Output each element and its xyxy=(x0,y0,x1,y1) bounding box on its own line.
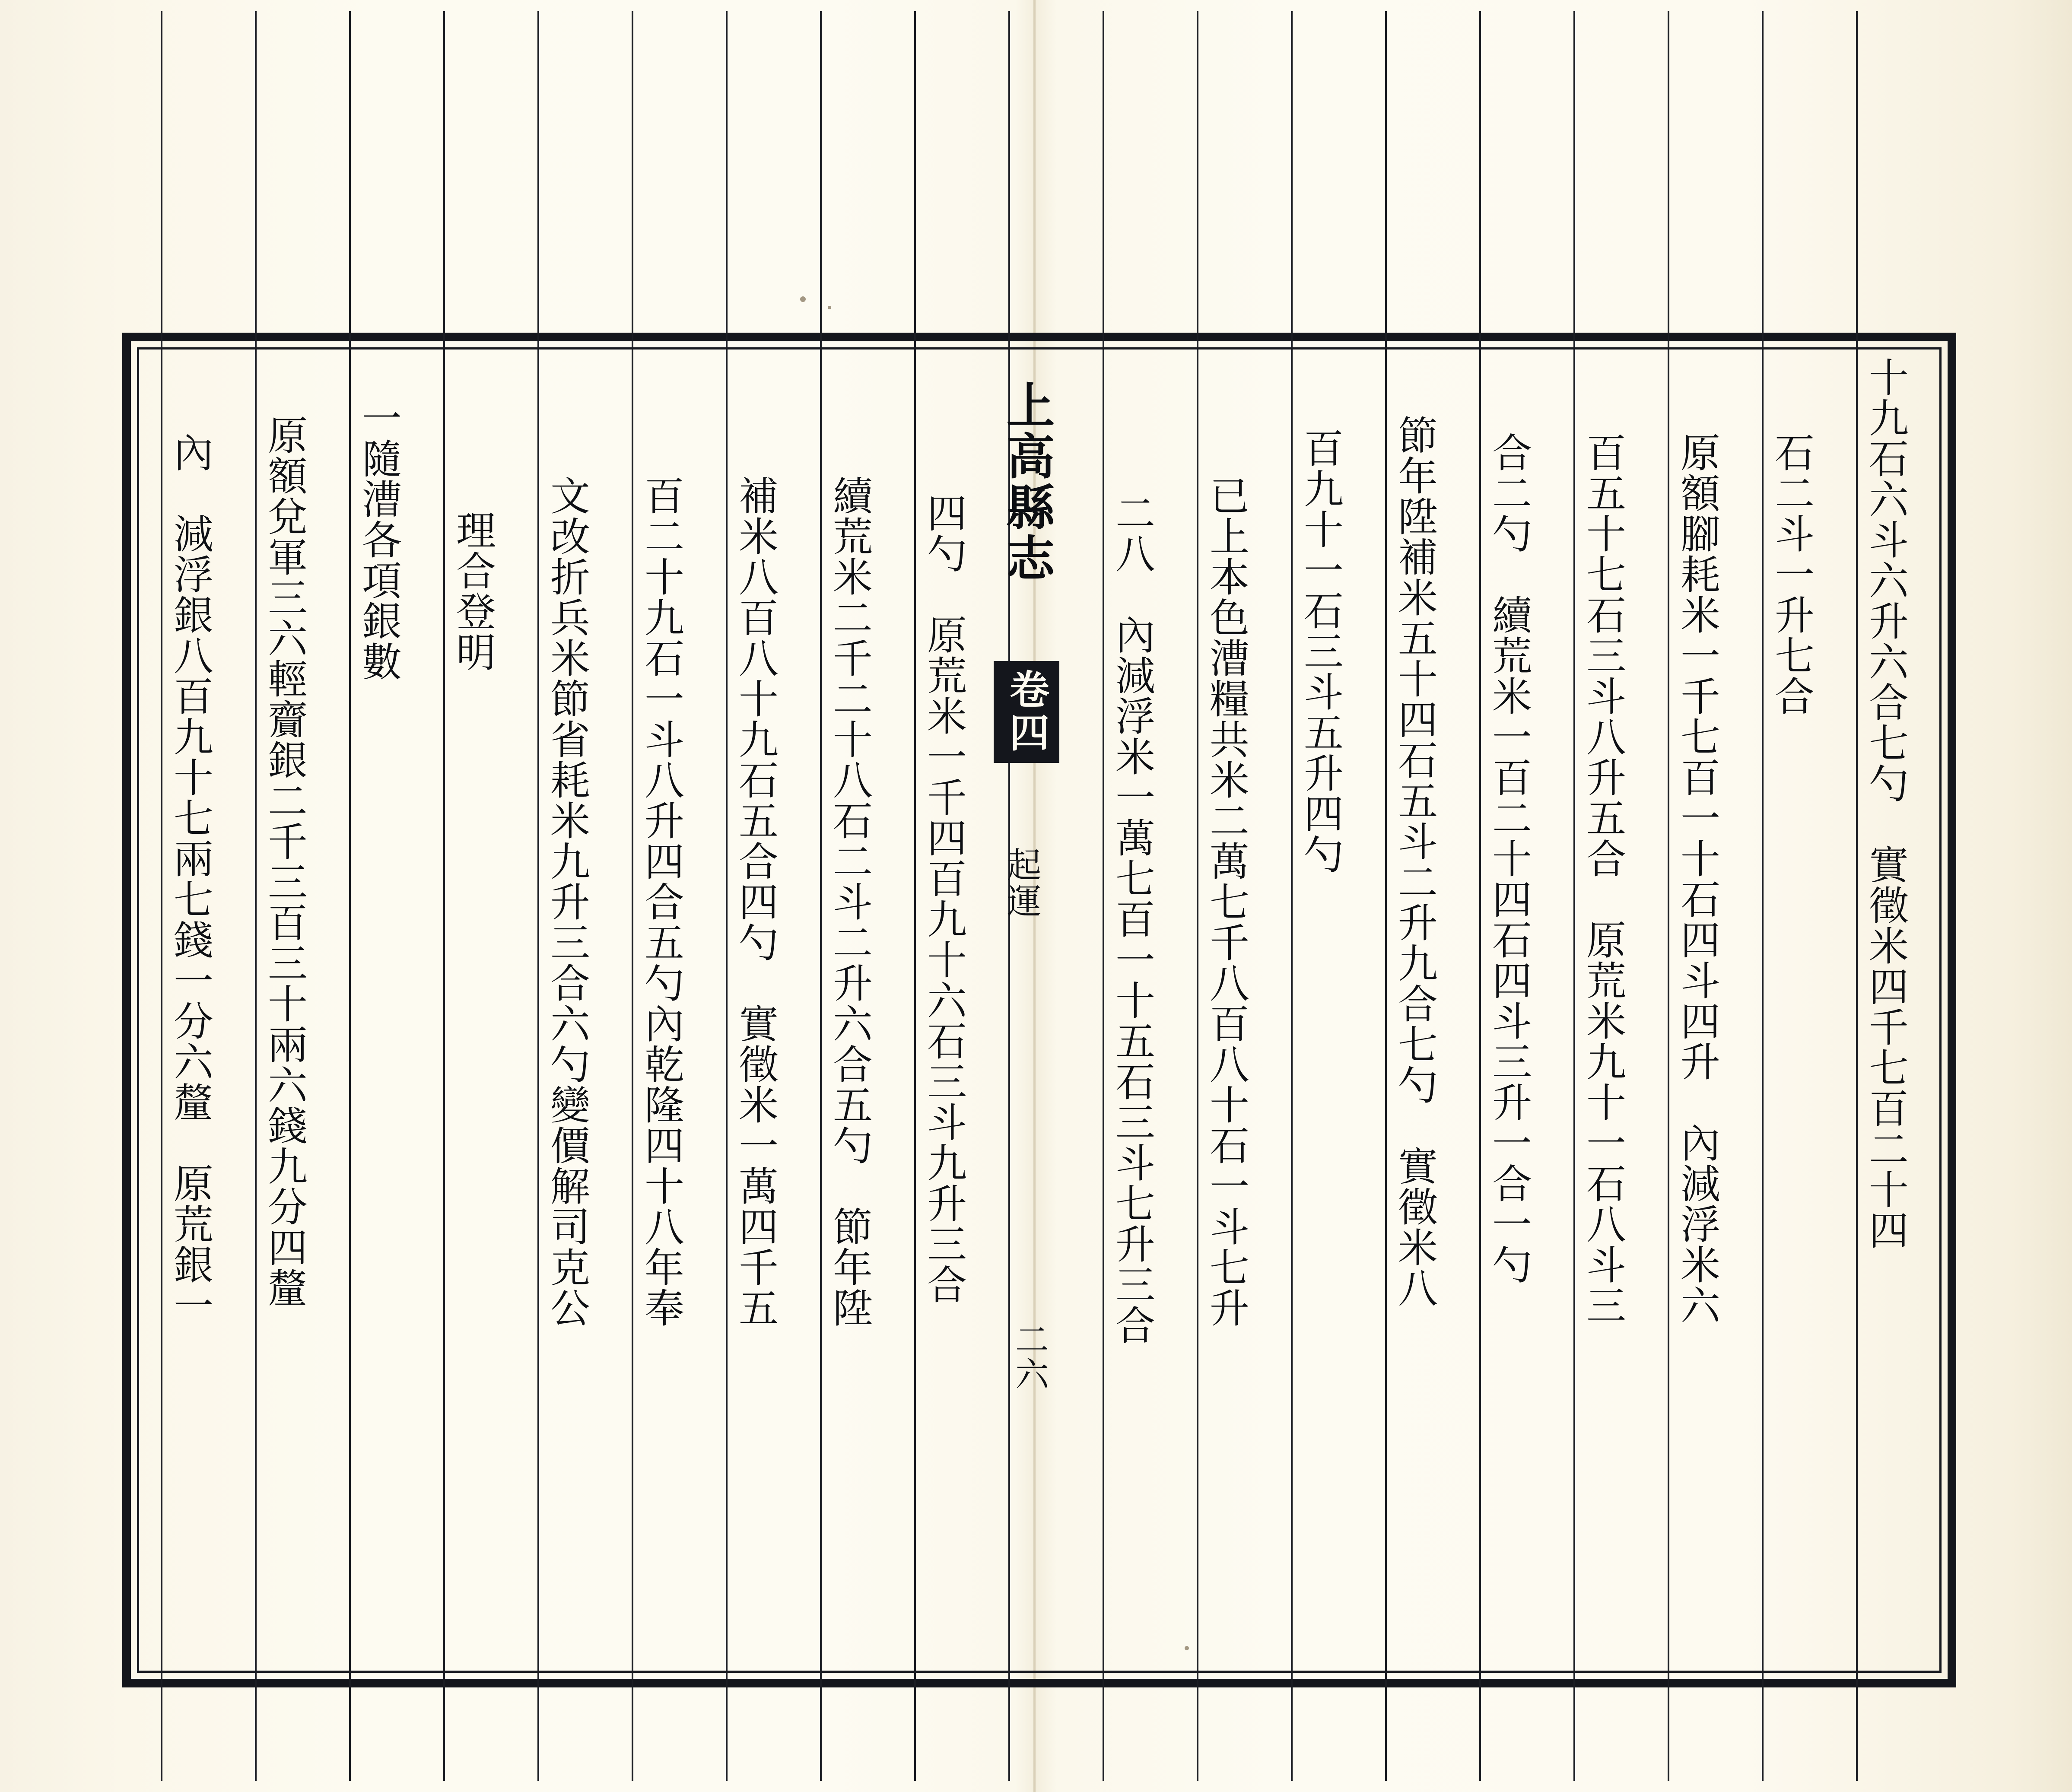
column-rule xyxy=(1479,11,1481,1781)
page-number: 二六 xyxy=(1010,1322,1049,1391)
column-rule xyxy=(1103,11,1104,1781)
text-column: 原額腳耗米一千七百一十石四斗四升 內減浮米六 xyxy=(1674,432,1720,1325)
column-rule xyxy=(349,11,351,1781)
text-column: 已上本色漕糧共米二萬七千八百八十石一斗七升 xyxy=(1203,475,1249,1328)
text-column: 四勺 原荒米一千四百九十六石三斗九升三合 xyxy=(921,492,967,1305)
column-rule xyxy=(1197,11,1198,1781)
text-column: 石二斗一升七合 xyxy=(1768,432,1815,716)
column-rule xyxy=(255,11,257,1781)
column-rule xyxy=(1762,11,1764,1781)
column-rule xyxy=(1385,11,1387,1781)
column-rule xyxy=(820,11,822,1781)
text-column: 文改折兵米節省耗米九升三合六勺變價解司克公 xyxy=(544,475,590,1328)
column-rule xyxy=(1573,11,1575,1781)
text-column: 補米八百八十九石五合四勺 實徵米一萬四千五 xyxy=(732,475,779,1328)
column-rule xyxy=(161,11,162,1781)
text-column: 合二勺 續荒米一百二十四石四斗三升一合一勺 xyxy=(1486,432,1532,1285)
text-column: 二八 內減浮米一萬七百一十五石三斗七升三合 xyxy=(1109,492,1155,1345)
column-rule xyxy=(1291,11,1293,1781)
column-rule xyxy=(914,11,916,1781)
column-rule xyxy=(632,11,633,1781)
column-rule xyxy=(726,11,728,1781)
text-column: 原額兌軍三六輕齎銀二千三百三十兩六錢九分四釐 xyxy=(261,415,308,1308)
column-rule xyxy=(1856,11,1858,1781)
text-column: 內 減浮銀八百九十七兩七錢一分六釐 原荒銀一 xyxy=(167,432,213,1325)
document-title: 上高縣志 xyxy=(998,380,1055,584)
volume-label: 卷四 xyxy=(994,661,1059,763)
text-column: 理合登明 xyxy=(450,510,496,672)
ink-speck xyxy=(828,306,831,309)
text-column: 百五十七石三斗八升五合 原荒米九十一石八斗三 xyxy=(1580,432,1626,1325)
text-column: 節年陞補米五十四石五斗二升九合七勺 實徵米八 xyxy=(1392,415,1438,1308)
text-column: 續荒米二千二十八石二斗二升六合五勺 節年陞 xyxy=(826,475,873,1328)
column-rule xyxy=(443,11,445,1781)
ink-speck xyxy=(800,296,806,302)
column-rule xyxy=(1668,11,1669,1781)
text-column: 一隨漕各項銀數 xyxy=(356,397,402,682)
text-column: 百九十一石三斗五升四勺 xyxy=(1297,428,1344,874)
text-column: 百二十九石一斗八升四合五勺內乾隆四十八年奉 xyxy=(638,475,684,1328)
section-title: 起運 xyxy=(1001,847,1041,919)
text-column: 十九石六斗六升六合七勺 實徵米四千七百二十四 xyxy=(1862,357,1909,1250)
column-rule xyxy=(537,11,539,1781)
